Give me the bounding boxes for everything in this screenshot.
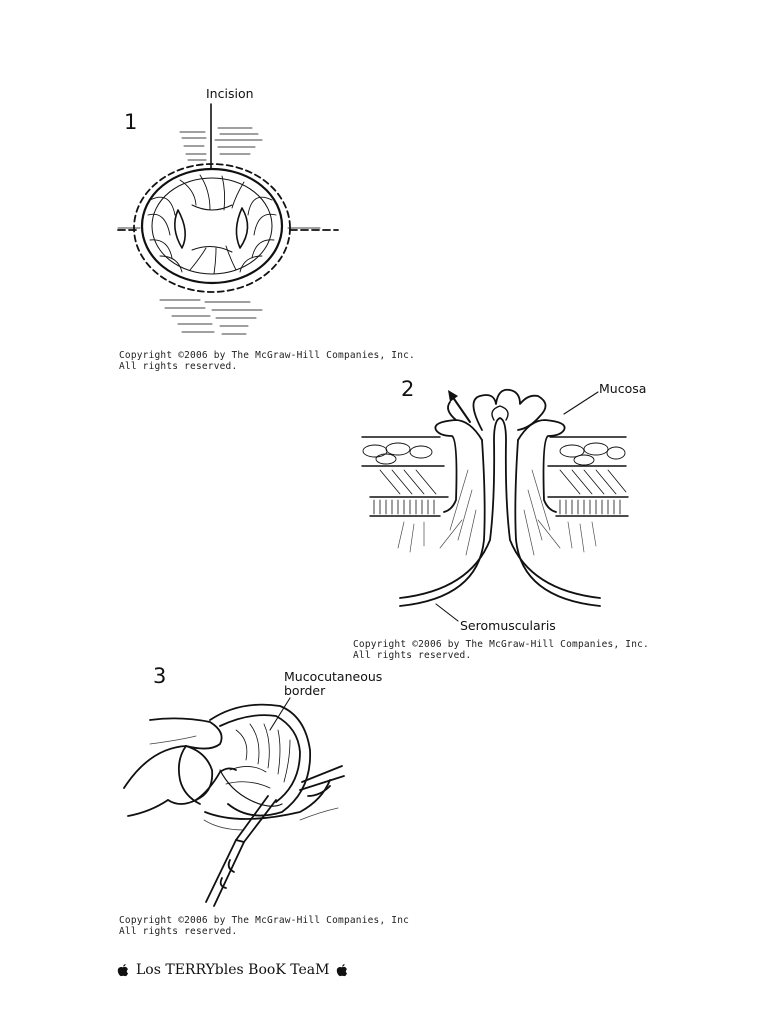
copyright-line-2: All rights reserved. bbox=[119, 361, 238, 372]
copyright-line-1: Copyright ©2006 by The McGraw-Hill Companies, Inc. bbox=[353, 639, 649, 650]
copyright-line-1: Copyright ©2006 by The McGraw-Hill Companies, Inc. bbox=[119, 350, 415, 361]
footer-text: Los TERRYbles BooK TeaM bbox=[136, 962, 330, 978]
copyright-line-2: All rights reserved. bbox=[353, 650, 472, 661]
figure-3-number: 3 bbox=[153, 664, 167, 688]
apple-icon bbox=[336, 963, 348, 977]
copyright-line-2: All rights reserved. bbox=[119, 926, 238, 937]
footer-credit bbox=[117, 962, 348, 978]
incision-label: Incision bbox=[206, 86, 254, 101]
mucosa-label: Mucosa bbox=[599, 381, 647, 396]
copyright-line-1: Copyright ©2006 by The McGraw-Hill Companies, Inc bbox=[119, 915, 410, 926]
seromuscularis-label: Seromuscularis bbox=[460, 618, 556, 633]
figure-1-number: 1 bbox=[124, 110, 138, 134]
mucocutaneous-label-line-2: border bbox=[284, 683, 326, 698]
apple-icon bbox=[117, 963, 129, 977]
figure-2-number: 2 bbox=[401, 377, 415, 401]
mucocutaneous-label-line-1: Mucocutaneous bbox=[284, 669, 383, 684]
figure-3-copyright bbox=[119, 915, 409, 937]
